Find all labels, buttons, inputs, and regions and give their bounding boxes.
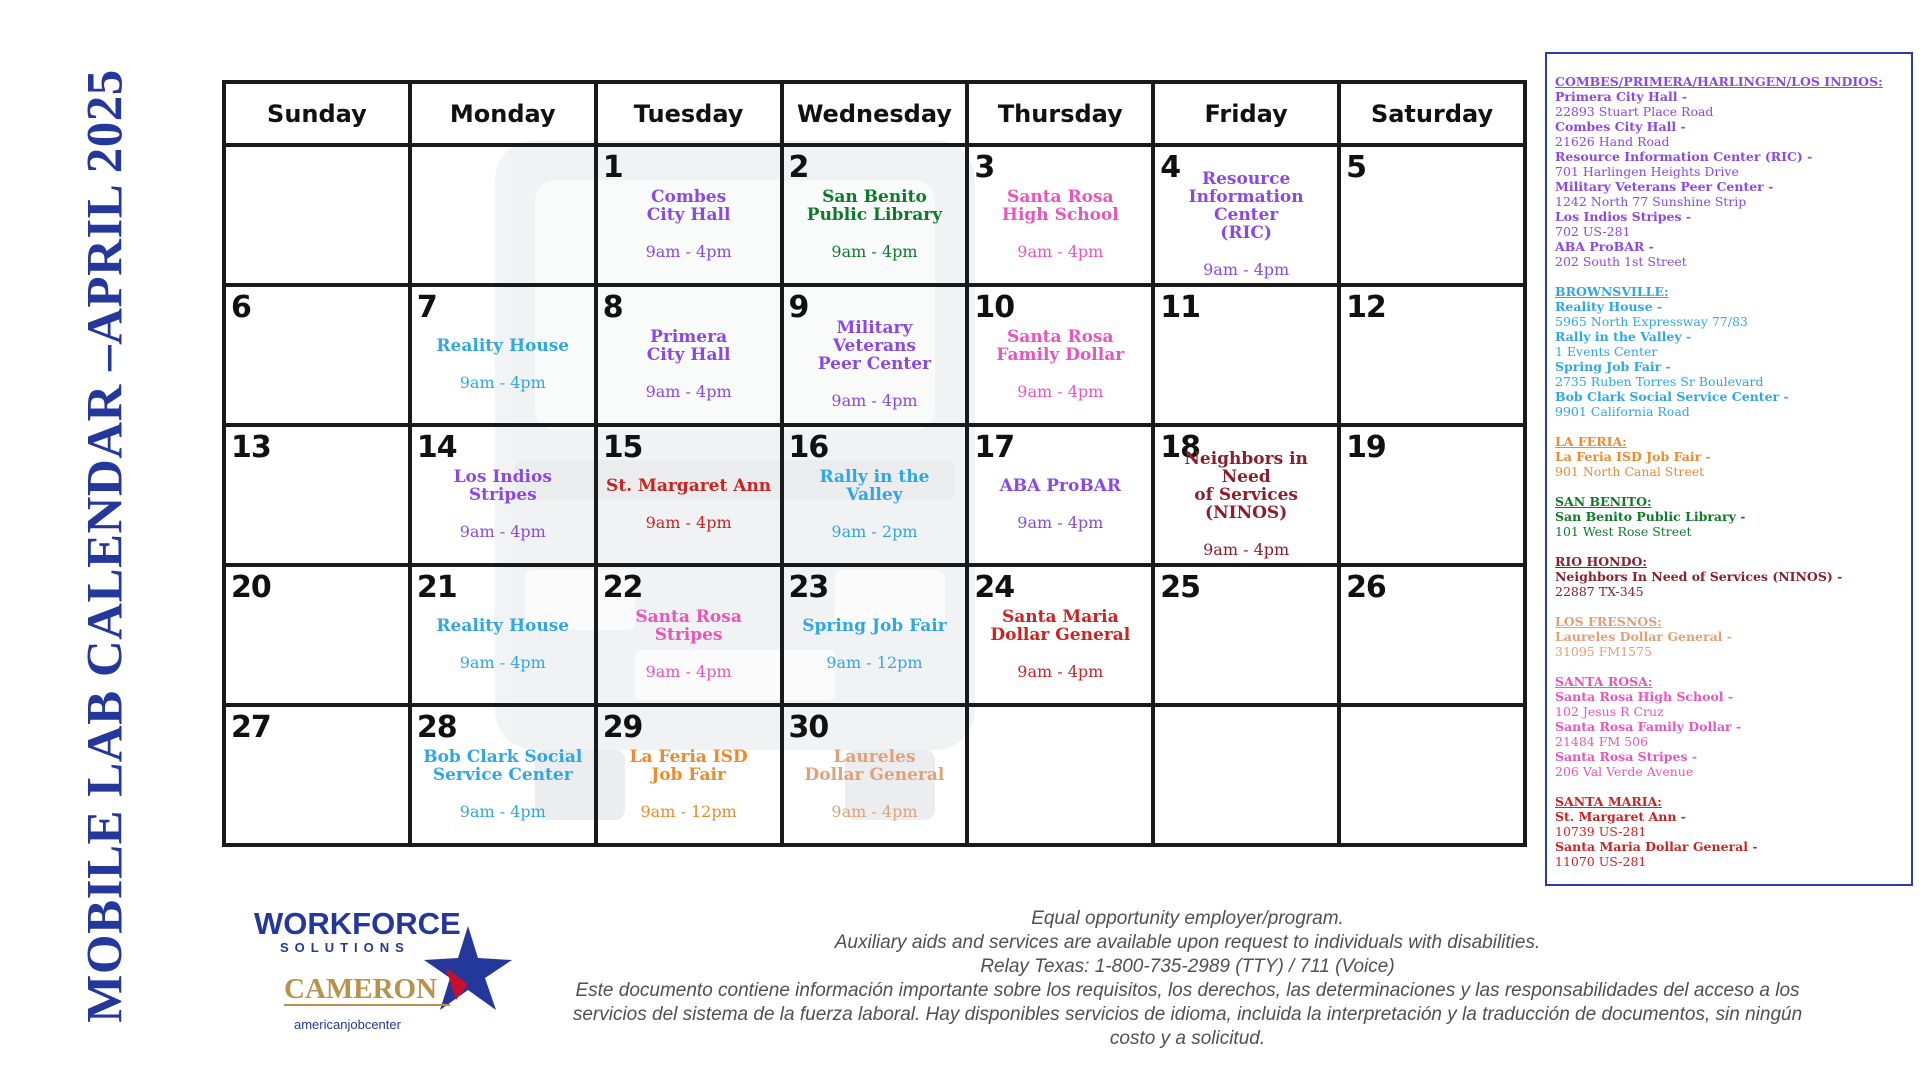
- calendar-day-cell: [1153, 425, 1339, 565]
- legend-location-address: 11070 US-281: [1555, 854, 1647, 869]
- event: [1161, 448, 1331, 559]
- day-number: 19: [1346, 430, 1386, 465]
- footer-line: Este documento contiene información importante sobre los requisitos, los derechos, las determinaciones y las responsabilidades del acceso a los servicios del sistema de la fuerza laboral. Hay disponibles servicios de idioma, incluida la interpretación y la traducción de documentos, sin ningún costo y a solicitud.: [572, 980, 1803, 1049]
- calendar-day-cell: [224, 285, 410, 425]
- event-time: 9am - 4pm: [831, 241, 918, 261]
- day-number: 18: [1160, 430, 1200, 465]
- calendar-day-cell: [967, 565, 1153, 705]
- weekday-header: Saturday: [1339, 82, 1525, 145]
- legend-location-name: Reality House -: [1555, 299, 1663, 314]
- day-number: 21: [416, 570, 457, 605]
- event-time: 9am - 4pm: [459, 652, 546, 672]
- legend-location-address: 21626 Hand Road: [1555, 134, 1670, 149]
- event-time: 9am - 12pm: [826, 652, 923, 672]
- event-location: Reality House: [436, 615, 570, 636]
- logo-workforce-text: WORKFORCE: [254, 906, 461, 941]
- event-location: La Feria ISD Job Fair: [629, 746, 748, 785]
- event: [418, 457, 588, 551]
- legend-location-address: 1 Events Center: [1555, 344, 1658, 359]
- legend-group: [1555, 284, 1903, 419]
- legend-location-name: Santa Rosa Stripes -: [1555, 749, 1698, 764]
- calendar-day-cell: [410, 565, 596, 705]
- event-location: Combes City Hall: [646, 186, 731, 225]
- event-time: 9am - 4pm: [459, 801, 546, 821]
- legend-location-name: Laureles Dollar General -: [1555, 629, 1732, 644]
- event-location: Laureles Dollar General: [804, 746, 945, 785]
- event: [418, 597, 588, 691]
- event-time: 9am - 4pm: [459, 372, 546, 392]
- calendar-day-cell: [410, 425, 596, 565]
- calendar-day-cell: [1339, 565, 1525, 705]
- event: [418, 317, 588, 411]
- legend-location-address: 701 Harlingen Heights Drive: [1555, 164, 1739, 179]
- event-location: Los Indios Stripes: [453, 466, 552, 505]
- legend-location-address: 901 North Canal Street: [1555, 464, 1705, 479]
- calendar-day-cell: [410, 285, 596, 425]
- day-number: 9: [788, 290, 809, 325]
- day-number: 1: [602, 150, 623, 185]
- location-legend: [1545, 52, 1913, 886]
- day-number: 16: [788, 430, 829, 465]
- legend-location-address: 102 Jesus R Cruz: [1555, 704, 1664, 719]
- event-location: Reality House: [436, 335, 570, 356]
- calendar-day-cell: [1339, 705, 1525, 845]
- event: [604, 457, 774, 551]
- calendar-day-cell: [782, 565, 968, 705]
- legend-location-name: Resource Information Center (RIC) -: [1555, 149, 1813, 164]
- calendar-day-cell: [224, 565, 410, 705]
- legend-heading: BROWNSVILLE:: [1555, 284, 1669, 299]
- calendar-day-cell: [967, 285, 1153, 425]
- event-location: Spring Job Fair: [802, 615, 947, 636]
- legend-location-name: Bob Clark Social Service Center -: [1555, 389, 1789, 404]
- day-number: 6: [231, 290, 251, 325]
- calendar-day-cell: [224, 705, 410, 845]
- day-number: 30: [788, 710, 829, 745]
- event: [604, 177, 774, 271]
- event-location: Military Veterans Peer Center: [817, 317, 932, 374]
- day-number: 25: [1160, 570, 1200, 605]
- legend-heading: SAN BENITO:: [1555, 494, 1652, 509]
- calendar-day-cell: [782, 145, 968, 285]
- calendar-week-row: [224, 565, 1525, 705]
- day-number: 27: [231, 710, 271, 745]
- event: [604, 597, 774, 691]
- legend-location-name: La Feria ISD Job Fair -: [1555, 449, 1711, 464]
- event-time: 9am - 4pm: [645, 512, 732, 532]
- calendar-day-cell: [1153, 565, 1339, 705]
- calendar-day-cell: [782, 285, 968, 425]
- event-time: 9am - 4pm: [1017, 512, 1104, 532]
- event: [790, 457, 960, 551]
- event: [975, 457, 1145, 551]
- day-number: 20: [231, 570, 271, 605]
- calendar-day-cell: [1339, 425, 1525, 565]
- calendar-body: [224, 145, 1525, 845]
- legend-heading: SANTA MARIA:: [1555, 794, 1662, 809]
- event-location: St. Margaret Ann: [606, 475, 772, 496]
- footer-line: Auxiliary aids and services are available upon request to individuals with disabilities.: [834, 932, 1541, 953]
- event: [1161, 168, 1331, 279]
- weekday-header: Tuesday: [596, 82, 782, 145]
- legend-location-address: 5965 North Expressway 77/83: [1555, 314, 1748, 329]
- legend-location-address: 101 West Rose Street: [1555, 524, 1692, 539]
- day-number: 3: [974, 150, 995, 185]
- event-time: 9am - 4pm: [1203, 539, 1290, 559]
- page-title-container: [72, 69, 140, 1023]
- event: [790, 737, 960, 831]
- calendar-day-cell: [1153, 705, 1339, 845]
- day-number: 13: [231, 430, 271, 465]
- calendar-day-cell: [224, 145, 410, 285]
- calendar-day-cell: [782, 705, 968, 845]
- logo-solutions-text: SOLUTIONS: [280, 940, 410, 955]
- day-number: 8: [602, 290, 623, 325]
- day-number: 2: [788, 150, 809, 185]
- day-number: 5: [1346, 150, 1366, 185]
- event-time: 9am - 4pm: [645, 661, 732, 681]
- event-time: 9am - 2pm: [831, 521, 918, 541]
- calendar-week-row: [224, 705, 1525, 845]
- day-number: 29: [602, 710, 643, 745]
- calendar-day-cell: [410, 145, 596, 285]
- legend-location-address: 9901 California Road: [1555, 404, 1690, 419]
- legend-location-name: Primera City Hall -: [1555, 89, 1687, 104]
- calendar-day-cell: [967, 425, 1153, 565]
- legend-heading: RIO HONDO:: [1555, 554, 1647, 569]
- event-time: 9am - 4pm: [645, 381, 732, 401]
- weekday-header: Sunday: [224, 82, 410, 145]
- page-title: MOBILE LAB CALENDAR –APRIL 2025: [78, 69, 135, 1023]
- legend-location-address: 22893 Stuart Place Road: [1555, 104, 1714, 119]
- event-time: 9am - 4pm: [459, 521, 546, 541]
- event-location: Resource Information Center (RIC): [1188, 168, 1304, 243]
- legend-group: [1555, 674, 1903, 779]
- event: [418, 737, 588, 831]
- calendar-week-row: [224, 425, 1525, 565]
- legend-location-name: Spring Job Fair -: [1555, 359, 1671, 374]
- day-number: 10: [974, 290, 1015, 325]
- weekday-header: Monday: [410, 82, 596, 145]
- day-number: 17: [974, 430, 1015, 465]
- day-number: 12: [1346, 290, 1386, 325]
- event-time: 9am - 4pm: [831, 801, 918, 821]
- weekday-header: Thursday: [967, 82, 1153, 145]
- event-time: 9am - 12pm: [640, 801, 737, 821]
- event-location: Santa Rosa Stripes: [635, 606, 742, 645]
- legend-group: [1555, 794, 1903, 869]
- calendar-day-cell: [224, 425, 410, 565]
- legend-location-address: 206 Val Verde Avenue: [1555, 764, 1694, 779]
- calendar-day-cell: [1339, 285, 1525, 425]
- calendar-day-cell: [1153, 285, 1339, 425]
- legend-location-name: Combes City Hall -: [1555, 119, 1686, 134]
- legend-group: [1555, 434, 1903, 479]
- event-location: ABA ProBAR: [999, 475, 1122, 496]
- calendar-grid: [222, 80, 1527, 847]
- calendar-day-cell: [967, 705, 1153, 845]
- calendar-day-cell: [1153, 145, 1339, 285]
- logo-tagline: americanjobcenter: [294, 1017, 401, 1032]
- event: [790, 597, 960, 691]
- legend-location-name: ABA ProBAR -: [1555, 239, 1654, 254]
- weekday-header: Friday: [1153, 82, 1339, 145]
- day-number: 24: [974, 570, 1015, 605]
- calendar-week-row: [224, 145, 1525, 285]
- event-location: Bob Clark Social Service Center: [423, 746, 583, 785]
- calendar-day-cell: [782, 425, 968, 565]
- legend-location-name: Neighbors In Need of Services (NINOS) -: [1555, 569, 1843, 584]
- event-location: Santa Rosa High School: [1001, 186, 1119, 225]
- calendar-week-row: [224, 285, 1525, 425]
- legend-location-address: 1242 North 77 Sunshine Strip: [1555, 194, 1747, 209]
- event-location: Rally in the Valley: [819, 466, 930, 505]
- calendar-day-cell: [1339, 145, 1525, 285]
- legend-location-name: St. Margaret Ann -: [1555, 809, 1686, 824]
- legend-heading: LOS FRESNOS:: [1555, 614, 1662, 629]
- event: [790, 317, 960, 411]
- footer-line: Relay Texas: 1-800-735-2989 (TTY) / 711 (Voice): [980, 956, 1395, 977]
- logo-cameron-text: CAMERON: [284, 973, 438, 1005]
- legend-heading: COMBES/PRIMERA/HARLINGEN/LOS INDIOS:: [1555, 74, 1883, 89]
- event-location: San Benito Public Library: [806, 186, 943, 225]
- event-location: Primera City Hall: [646, 326, 731, 365]
- legend-location-name: San Benito Public Library -: [1555, 509, 1746, 524]
- event-location: Santa Rosa Family Dollar: [996, 326, 1125, 365]
- day-number: 26: [1346, 570, 1386, 605]
- calendar-day-cell: [596, 285, 782, 425]
- day-number: 4: [1160, 150, 1181, 185]
- legend-group: [1555, 74, 1903, 269]
- calendar-day-cell: [596, 565, 782, 705]
- event-time: 9am - 4pm: [645, 241, 732, 261]
- footer-line: Equal opportunity employer/program.: [1031, 908, 1344, 929]
- calendar-day-cell: [410, 705, 596, 845]
- legend-location-address: 702 US-281: [1555, 224, 1631, 239]
- legend-location-address: 2735 Ruben Torres Sr Boulevard: [1555, 374, 1764, 389]
- event-location: Neighbors in Need of Services (NINOS): [1184, 448, 1308, 523]
- legend-group: [1555, 494, 1903, 539]
- event-time: 9am - 4pm: [1017, 661, 1104, 681]
- legend-location-name: Military Veterans Peer Center -: [1555, 179, 1774, 194]
- legend-location-address: 31095 FM1575: [1555, 644, 1653, 659]
- day-number: 28: [416, 710, 457, 745]
- legend-heading: LA FERIA:: [1555, 434, 1627, 449]
- calendar-day-cell: [596, 425, 782, 565]
- event-time: 9am - 4pm: [1203, 259, 1290, 279]
- legend-location-name: Rally in the Valley -: [1555, 329, 1692, 344]
- event: [604, 737, 774, 831]
- legend-location-name: Santa Rosa Family Dollar -: [1555, 719, 1742, 734]
- workforce-solutions-cameron-logo: [250, 902, 530, 1042]
- legend-location-address: 22887 TX-345: [1555, 584, 1644, 599]
- day-number: 14: [416, 430, 457, 465]
- day-number: 23: [788, 570, 829, 605]
- event-location: Santa Maria Dollar General: [990, 606, 1131, 645]
- legend-heading: SANTA ROSA:: [1555, 674, 1653, 689]
- event-time: 9am - 4pm: [831, 390, 918, 410]
- event: [975, 177, 1145, 271]
- legend-group: [1555, 554, 1903, 599]
- legend-location-name: Santa Maria Dollar General -: [1555, 839, 1758, 854]
- event: [790, 177, 960, 271]
- event-time: 9am - 4pm: [1017, 381, 1104, 401]
- legend-location-name: Santa Rosa High School -: [1555, 689, 1734, 704]
- legend-location-name: Los Indios Stripes -: [1555, 209, 1692, 224]
- day-number: 22: [602, 570, 643, 605]
- event-time: 9am - 4pm: [1017, 241, 1104, 261]
- weekday-header-row: [224, 82, 1525, 145]
- calendar-day-cell: [967, 145, 1153, 285]
- legend-group: [1555, 614, 1903, 659]
- event: [975, 317, 1145, 411]
- event: [975, 597, 1145, 691]
- calendar-day-cell: [596, 145, 782, 285]
- day-number: 7: [416, 290, 437, 325]
- footer-disclaimer: [555, 907, 1820, 1051]
- weekday-header: Wednesday: [782, 82, 968, 145]
- day-number: 11: [1160, 290, 1200, 325]
- calendar-day-cell: [596, 705, 782, 845]
- day-number: 15: [602, 430, 643, 465]
- legend-location-address: 10739 US-281: [1555, 824, 1647, 839]
- event: [604, 317, 774, 411]
- legend-location-address: 202 South 1st Street: [1555, 254, 1687, 269]
- legend-location-address: 21484 FM 506: [1555, 734, 1649, 749]
